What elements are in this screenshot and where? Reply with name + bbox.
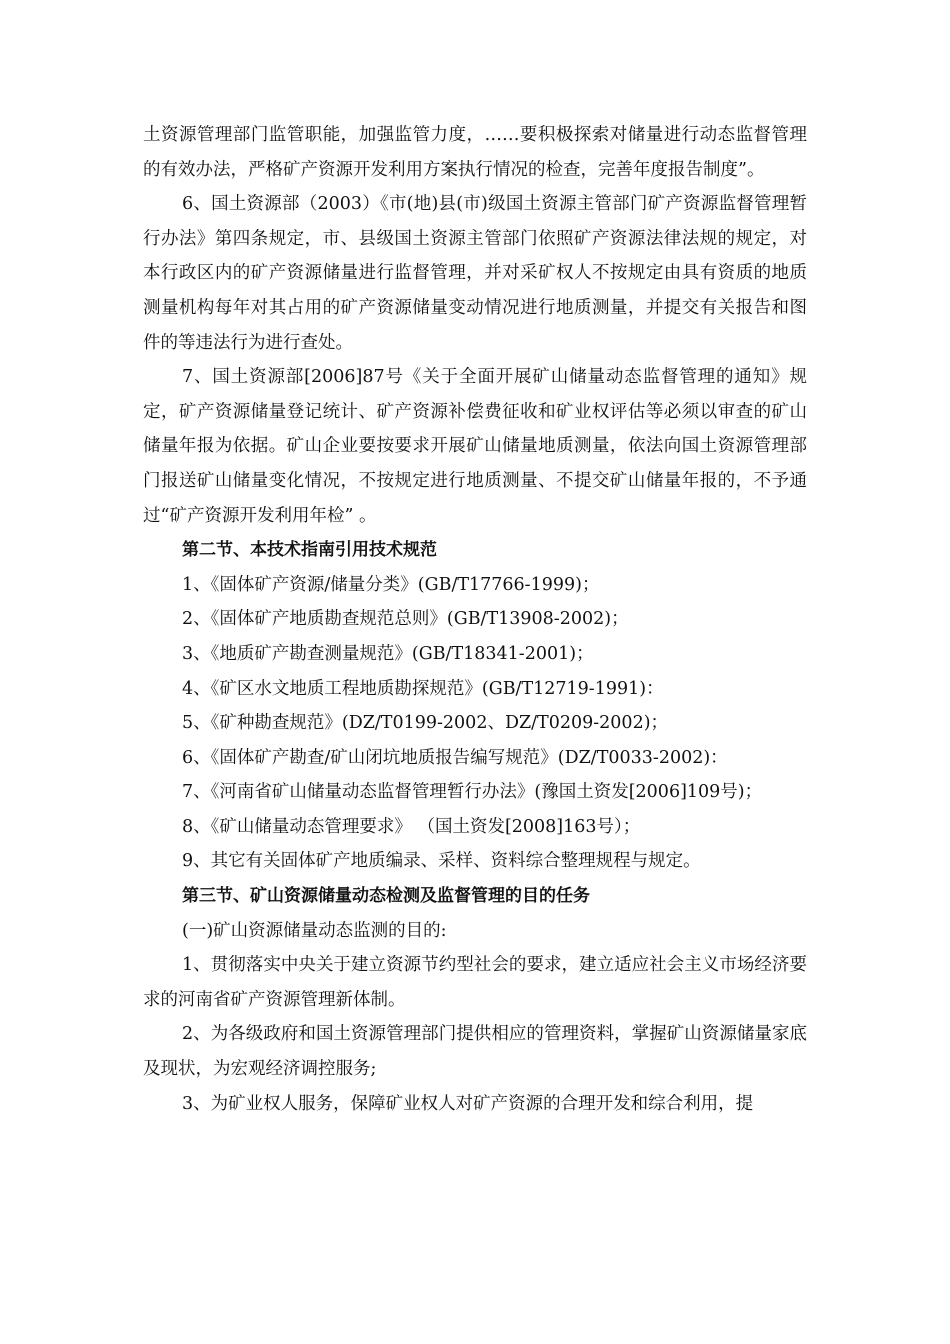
section-2-heading: 第二节、本技术指南引用技术规范 <box>182 540 437 561</box>
reference-item-2: 2、《固体矿产地质勘查规范总则》(GB/T13908-2002)； <box>182 609 629 630</box>
purpose-item-3: 3、为矿业权人服务，保障矿业权人对矿产资源的合理开发和综合利用，提 <box>182 1093 754 1114</box>
purpose-item-2: 2、为各级政府和国土资源管理部门提供相应的管理资料，掌握矿山资源储量家底及现状，为宏观经济调控服务; <box>143 1024 807 1080</box>
paragraph-continuation: 土资源管理部门监管职能，加强监管力度，……要积极探索对储量进行动态监督管理的有效办法，严格矿产资源开发利用方案执行情况的检查，完善年度报告制度”。 <box>143 125 807 180</box>
reference-item-4: 4、《矿区水文地质工程地质勘探规范》(GB/T12719-1991)： <box>182 678 664 699</box>
reference-item-1: 1、《固体矿产资源/储量分类》(GB/T17766-1999)； <box>182 574 600 595</box>
reference-item-5: 5、《矿种勘查规范》(DZ/T0199-2002、DZ/T0209-2002)； <box>182 713 669 734</box>
reference-item-6: 6、《固体矿产勘查/矿山闭坑地质报告编写规范》(DZ/T0033-2002)： <box>182 747 728 768</box>
reference-item-8: 8、《矿山储量动态管理要求》 （国土资发[2008]163号）； <box>182 816 641 837</box>
reference-item-7: 7、《河南省矿山储量动态监督管理暂行办法》(豫国土资发[2006]109号)； <box>182 782 763 803</box>
reference-item-3: 3、《地质矿产勘查测量规范》(GB/T18341-2001)； <box>182 643 594 664</box>
document-page <box>143 118 807 1121</box>
section-3-heading: 第三节、矿山资源储量动态检测及监督管理的目的任务 <box>182 886 590 907</box>
section-3-subheading: (一)矿山资源储量动态监测的目的: <box>182 920 447 941</box>
paragraph-item-6: 6、国土资源部（2003）《市(地)县(市)级国土资源主管部门矿产资源监督管理暂行办法》第四条规定，市、县级国土资源主管部门依照矿产资源法律法规的规定，对本行政区内的矿产资源储量进行监督管理，并对采矿权人不按规定由具有资质的地质测量机构每年对其占用的矿产资源储量变动情况进行地质测量，并提交有关报告和图件的等违法行为进行查处。 <box>143 194 807 353</box>
purpose-item-1: 1、贯彻落实中央关于建立资源节约型社会的要求，建立适应社会主义市场经济要求的河南省矿产资源管理新体制。 <box>143 955 807 1010</box>
reference-item-9: 9、其它有关固体矿产地质编录、采样、资料综合整理规程与规定。 <box>182 851 701 872</box>
paragraph-item-7: 7、国土资源部[2006]87号《关于全面开展矿山储量动态监督管理的通知》规定，矿产资源储量登记统计、矿产资源补偿费征收和矿业权评估等必须以审查的矿山储量年报为依据。矿山企业要按要求开展矿山储量地质测量，依法向国土资源管理部门报送矿山储量变化情况，不按规定进行地质测量、不提交矿山储量年报的，不予通过“矿产资源开发利用年检” 。 <box>143 367 807 526</box>
